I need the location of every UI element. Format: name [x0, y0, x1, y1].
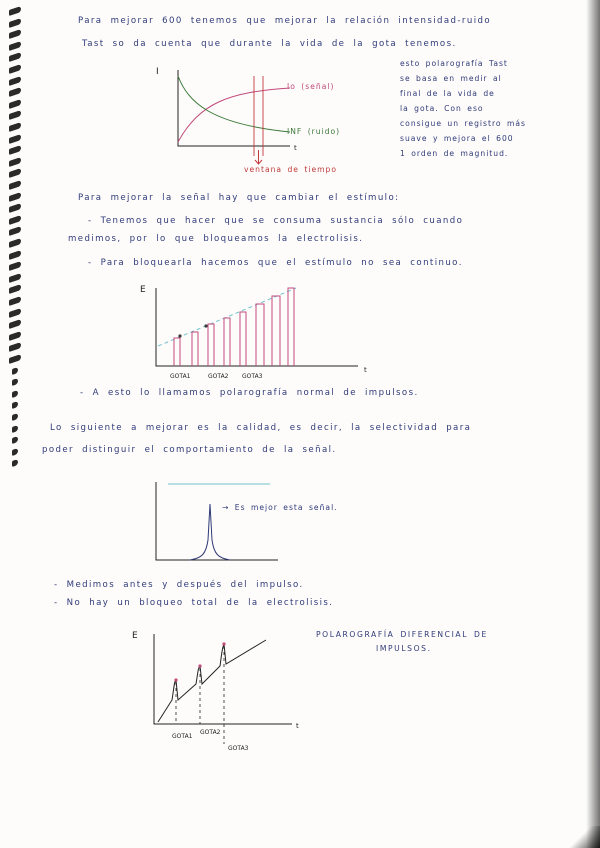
binding-ring [9, 261, 21, 271]
tast-note-3: final de la vida de [400, 89, 495, 98]
selectivity-graph [150, 478, 290, 568]
tast-signal-label: Io (señal) [287, 82, 335, 91]
normal-pulse-axes [156, 288, 358, 366]
normal-pulse-x-axis-label: t [364, 366, 367, 374]
differential-pulse-point-1 [174, 678, 177, 681]
tast-note-6: suave y mejora el 600 [400, 134, 514, 143]
differential-pulse-title-2: IMPULSOS. [376, 644, 432, 653]
binding-ring [9, 192, 21, 202]
tast-note-7: 1 orden de magnitud. [400, 149, 509, 158]
normal-pulse-graph [140, 282, 390, 382]
binding-ring [12, 401, 18, 409]
binding-ring [9, 203, 21, 213]
normal-pulse-y-axis-label: E [140, 285, 146, 295]
binding-ring [9, 6, 21, 16]
page-edge-shadow [586, 0, 600, 848]
binding-ring [9, 168, 21, 178]
binding-ring [9, 273, 21, 283]
section3-line-1: Lo siguiente a mejorar es la calidad, es decir, la selectividad para [50, 423, 472, 433]
normal-pulse-tick-2: GOTA2 [208, 373, 229, 380]
binding-ring [12, 367, 18, 375]
intro-line-1: Para mejorar 600 tenemos que mejorar la relación intensidad-ruido [78, 16, 491, 26]
section3-line-2: poder distinguir el comportamiento de la señal. [42, 445, 337, 455]
binding-ring [9, 76, 21, 86]
normal-pulse-point-1 [178, 334, 181, 337]
binding-ring [12, 448, 18, 456]
tast-window-label: ventana de tiempo [244, 165, 338, 174]
intro-line-2: Tast so da cuenta que durante la vida de la gota tenemos. [82, 39, 457, 49]
differential-pulse-graph [132, 626, 312, 756]
binding-ring [9, 354, 21, 364]
spiral-binding [0, 0, 26, 848]
binding-ring [9, 250, 21, 260]
differential-pulse-tick-1: GOTA1 [172, 733, 193, 740]
normal-pulse-bars [174, 288, 294, 366]
binding-ring [9, 29, 21, 39]
binding-ring [12, 436, 18, 444]
normal-pulse-baseline [158, 288, 296, 346]
tast-noise-curve [178, 76, 290, 132]
section2-line-4: - Para bloquearla hacemos que el estímulo no sea continuo. [88, 258, 463, 268]
binding-ring [12, 378, 18, 386]
section2-line-2: - Tenemos que hacer que se consuma sustancia sólo cuando [88, 216, 464, 226]
binding-ring [12, 390, 18, 398]
binding-ring [9, 41, 21, 51]
tast-graph [150, 62, 390, 180]
tast-note-5: consigue un registro más [400, 119, 526, 128]
differential-pulse-point-3 [222, 642, 225, 645]
differential-pulse-point-2 [198, 664, 201, 667]
differential-pulse-title-1: POLAROGRAFÍA DIFERENCIAL DE [316, 630, 488, 639]
binding-ring [9, 284, 21, 294]
normal-pulse-tick-1: GOTA1 [170, 373, 191, 380]
binding-ring [9, 18, 21, 28]
differential-pulse-y-axis-label: E [132, 631, 138, 641]
differential-pulse-x-axis-label: t [296, 722, 299, 730]
tast-noise-label: INF (ruido) [287, 127, 341, 136]
binding-ring [9, 134, 21, 144]
tast-y-axis-label: I [156, 67, 159, 77]
binding-ring [9, 296, 21, 306]
tast-note-4: la gota. Con eso [400, 104, 484, 113]
binding-ring [9, 64, 21, 74]
binding-ring [9, 238, 21, 248]
differential-pulse-tick-2: GOTA2 [200, 729, 221, 736]
section3-line-4: - No hay un bloqueo total de la electrolisis. [54, 598, 334, 608]
binding-ring [9, 180, 21, 190]
page-corner-shadow [570, 826, 600, 848]
binding-ring [9, 331, 21, 341]
binding-ring [9, 99, 21, 109]
tast-window-arrow [255, 150, 262, 164]
normal-pulse-point-2 [204, 324, 207, 327]
binding-ring [9, 215, 21, 225]
binding-ring [9, 145, 21, 155]
tast-x-axis-label: t [294, 144, 297, 152]
binding-ring [12, 459, 18, 467]
section2-line-3: medimos, por lo que bloqueamos la electrolisis. [68, 234, 364, 244]
binding-ring [9, 87, 21, 97]
selectivity-axes [156, 482, 278, 560]
selectivity-peak [190, 504, 230, 560]
selectivity-peak-label: → Es mejor esta señal. [222, 503, 338, 512]
section2-line-5: - A esto lo llamamos polarografía normal de impulsos. [80, 388, 419, 398]
tast-note-2: se basa en medir al [400, 74, 502, 83]
binding-ring [9, 157, 21, 167]
tast-note-1: esto polarografía Tast [400, 59, 508, 68]
binding-ring [9, 122, 21, 132]
binding-ring [12, 425, 18, 433]
tast-axes [178, 70, 290, 146]
binding-ring [9, 342, 21, 352]
binding-ring [9, 308, 21, 318]
binding-ring [9, 319, 21, 329]
binding-ring [9, 226, 21, 236]
binding-ring [9, 52, 21, 62]
section2-line-1: Para mejorar la señal hay que cambiar el estímulo: [78, 193, 400, 203]
differential-pulse-tick-3: GOTA3 [228, 745, 249, 752]
differential-pulse-curve [158, 640, 266, 722]
section3-line-3: - Medimos antes y después del impulso. [54, 580, 304, 590]
binding-ring [9, 110, 21, 120]
tast-signal-curve [178, 88, 290, 142]
normal-pulse-tick-3: GOTA3 [242, 373, 263, 380]
binding-ring [12, 413, 18, 421]
